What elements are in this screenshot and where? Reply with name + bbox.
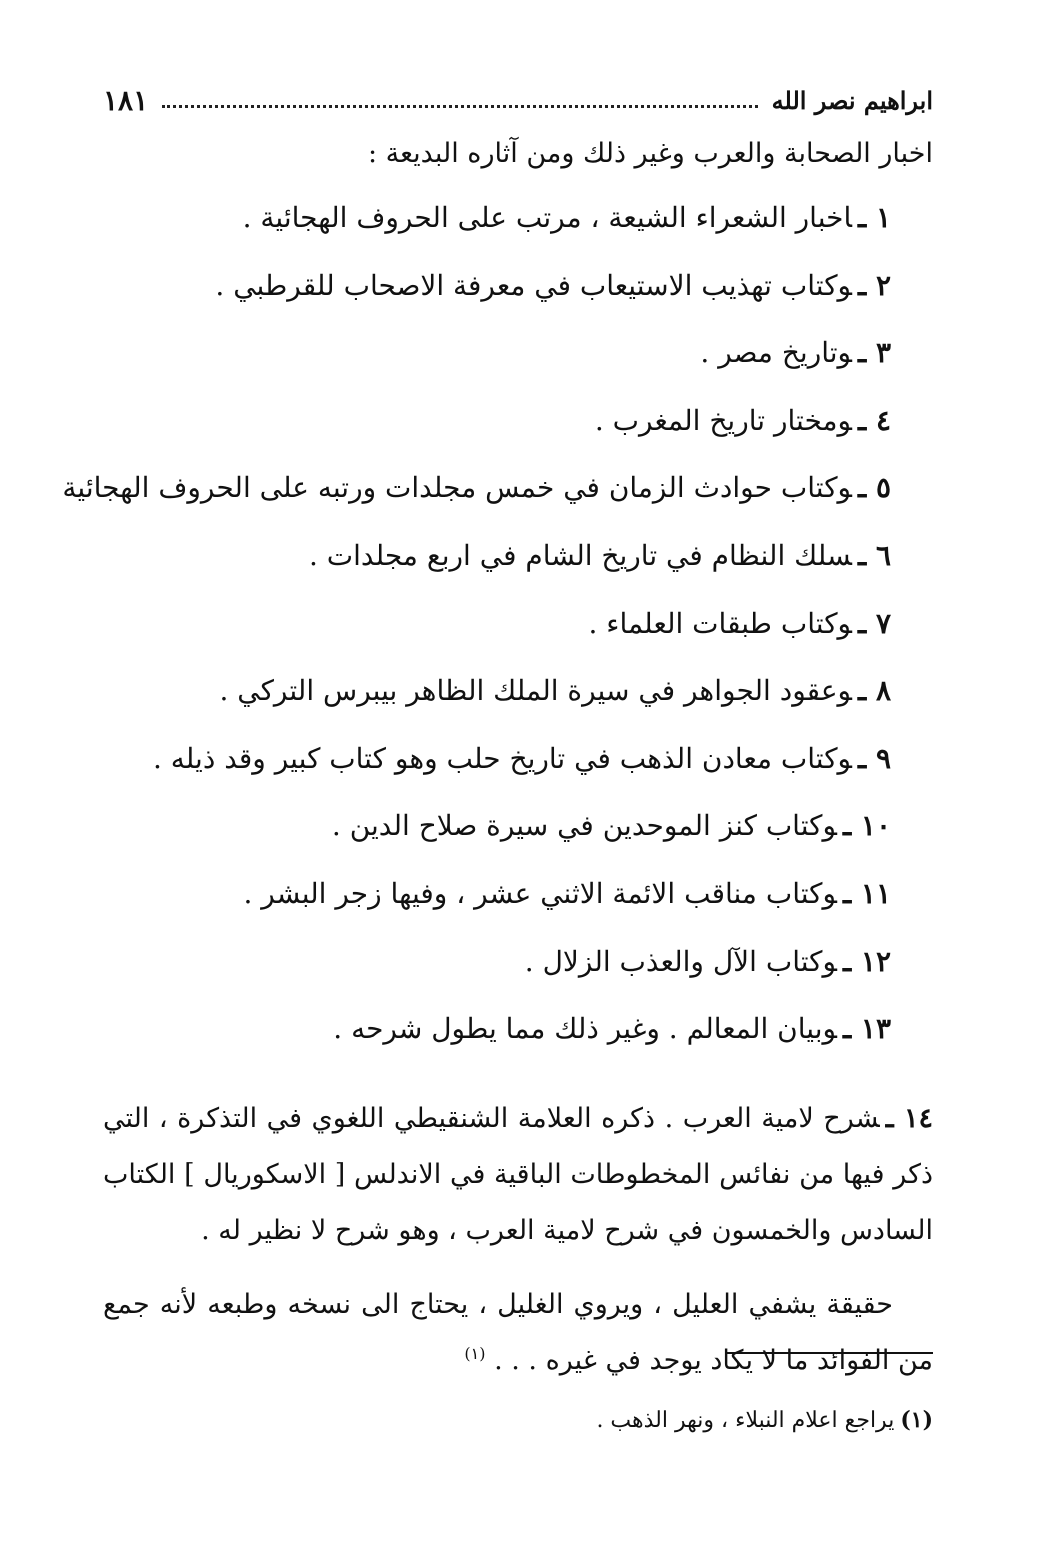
list-item [91, 663, 891, 731]
closing-paragraph [103, 1277, 933, 1389]
list-item [91, 258, 891, 326]
list-item [91, 190, 891, 258]
item-number: ٢ ـ [858, 268, 891, 302]
item-text: وكتاب كنز الموحدين في سيرة صلاح الدين . [331, 809, 837, 843]
item-number: ١٢ ـ [842, 944, 891, 978]
footnote-reference[interactable]: (١) [464, 1344, 486, 1363]
item-text: وكتاب تهذيب الاستيعاب في معرفة الاصحاب للقرطبي . [215, 268, 852, 302]
list-item [91, 934, 891, 1002]
item-text: سلك النظام في تاريخ الشام في اربع مجلدات . [308, 538, 852, 572]
item-text: وبيان المعالم . وغير ذلك مما يطول شرحه . [333, 1012, 837, 1046]
item-number: ٧ ـ [858, 606, 891, 640]
item-number: ٩ ـ [858, 741, 891, 775]
item-14-paragraph [103, 1091, 933, 1259]
item-text: وعقود الجواهر في سيرة الملك الظاهر بيبرس التركي . [219, 674, 852, 708]
list-item [62, 460, 891, 528]
list-item [91, 866, 891, 934]
list-item [91, 798, 891, 866]
running-title: ابراهيم نصر الله [771, 85, 933, 115]
works-list [62, 190, 891, 1069]
paragraph-text: حقيقة يشفي العليل ، ويروي الغليل ، يحتاج الى نسخه وطبعه لأنه جمع من الفوائد ما لا يكاد يوجد في غيره . . . [103, 1289, 933, 1376]
item-text: وكتاب طبقات العلماء . [588, 606, 852, 640]
item-number: ٥ ـ [858, 471, 891, 505]
intro-line: اخبار الصحابة والعرب وغير ذلك ومن آثاره البديعة : [367, 138, 933, 169]
item-number: ١٤ ـ [885, 1103, 934, 1134]
item-number: ٨ ـ [858, 674, 891, 708]
item-number: ١٣ ـ [842, 1012, 891, 1046]
dotted-leader [162, 105, 758, 108]
footnote-text: يراجع اعلام النبلاء ، ونهر الذهب . [596, 1408, 895, 1433]
item-number: ١١ ـ [842, 876, 891, 910]
list-item [91, 393, 891, 461]
item-number: ١٠ ـ [842, 809, 891, 843]
page-header [103, 78, 933, 122]
item-number: ٣ ـ [858, 336, 891, 370]
item-text: وكتاب معادن الذهب في تاريخ حلب وهو كتاب كبير وقد ذيله . [152, 741, 852, 775]
footnote [103, 1400, 933, 1441]
item-text: وتاريخ مصر . [700, 336, 852, 370]
list-item [91, 731, 891, 799]
item-text: وكتاب مناقب الائمة الاثني عشر ، وفيها زجر البشر . [243, 876, 837, 910]
footnote-number: (١) [900, 1407, 933, 1433]
item-text: وكتاب حوادث الزمان في خمس مجلدات ورتبه على الحروف الهجائية [62, 471, 852, 505]
item-text: اخبار الشعراء الشيعة ، مرتب على الحروف الهجائية . [242, 201, 852, 234]
list-item [91, 596, 891, 664]
item-text: شرح لامية العرب . ذكره العلامة الشنقيطي اللغوي في التذكرة ، التي ذكر فيها من نفائس المخطوطات الباقية في الاندلس [ الاسكوريال ] الكتاب السادس والخمسون في شرح لامية العرب ، وهو شرح لا نظير له . [103, 1103, 933, 1246]
item-number: ٤ ـ [858, 403, 891, 437]
list-item [91, 528, 891, 596]
page-number: ١٨١ [103, 83, 149, 117]
list-item [91, 325, 891, 393]
item-text: ومختار تاريخ المغرب . [594, 403, 852, 437]
item-text: وكتاب الآل والعذب الزلال . [524, 944, 837, 978]
list-item [91, 1001, 891, 1069]
item-number: ٦ ـ [858, 538, 891, 572]
item-number: ١ ـ [858, 201, 891, 234]
footnote-divider [727, 1352, 933, 1354]
